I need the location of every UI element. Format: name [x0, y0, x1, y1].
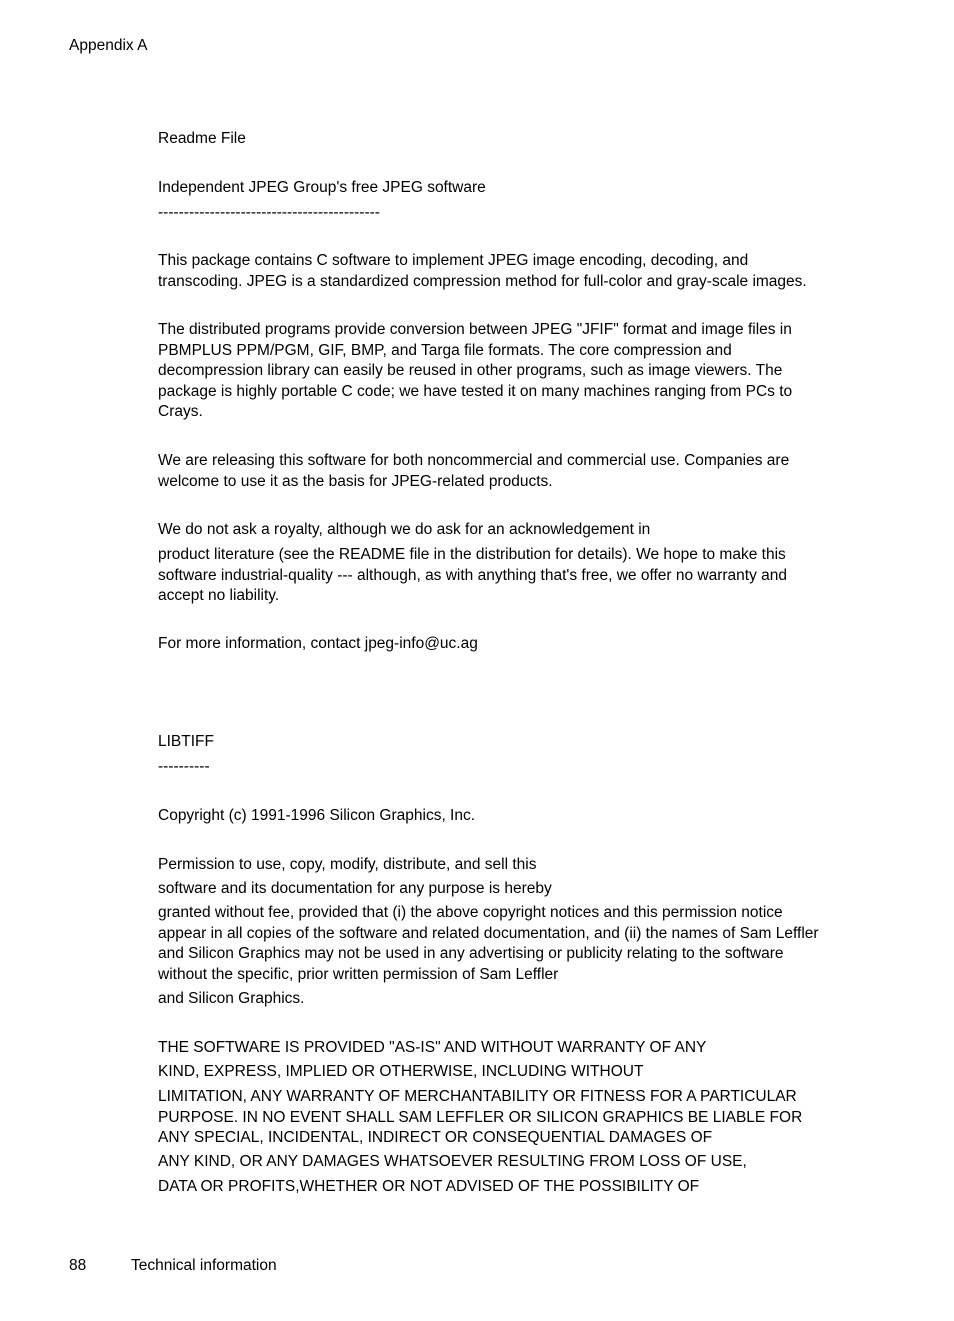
paragraph-line: This package contains C software to implement JPEG image encoding, decoding, and — [158, 252, 749, 269]
warranty-line-1: THE SOFTWARE IS PROVIDED "AS-IS" AND WITHOUT WARRANTY OF ANY — [158, 1039, 707, 1056]
warranty-line-2: KIND, EXPRESS, IMPLIED OR OTHERWISE, INCLUDING WITHOUT — [158, 1063, 644, 1080]
warranty-line-6: ANY KIND, OR ANY DAMAGES WHATSOEVER RESULTING FROM LOSS OF USE, — [158, 1153, 747, 1170]
paragraph-line: We are releasing this software for both noncommercial and commercial use. Companies are — [158, 452, 790, 469]
paragraph-line: product literature (see the README file in the distribution for details). We hope to make this — [158, 546, 786, 563]
permission-paragraph — [158, 903, 858, 985]
libtiff-copyright: Copyright (c) 1991-1996 Silicon Graphics, Inc. — [158, 807, 476, 824]
paragraph-line: The distributed programs provide conversion between JPEG "JFIF" format and image files in — [158, 321, 792, 338]
libtiff-heading-rule: ---------- — [158, 758, 210, 775]
readme-title: Readme File — [158, 130, 246, 147]
permission-last-line: and Silicon Graphics. — [158, 990, 305, 1007]
page-number: 88 — [69, 1257, 87, 1274]
paragraph-line: software industrial-quality --- although, as with anything that's free, we offer no warranty and — [158, 566, 788, 584]
paragraph-line: granted without fee, provided that (i) the above copyright notices and this permission notice — [158, 904, 783, 921]
jpeg-contact: For more information, contact jpeg-info@uc.ag — [158, 635, 478, 652]
jpeg-paragraph-2 — [158, 320, 858, 423]
paragraph-line: without the specific, prior written permission of Sam Leffler — [158, 965, 559, 983]
paragraph-line: appear in all copies of the software and related documentation, and (ii) the names of Sam Leffler — [158, 924, 819, 942]
jpeg-heading-rule: ------------------------------------------- — [158, 204, 380, 221]
paragraph-line: PBMPLUS PPM/PGM, GIF, BMP, and Targa file formats. The core compression and — [158, 341, 732, 359]
paragraph-line: ANY SPECIAL, INCIDENTAL, INDIRECT OR CONSEQUENTIAL DAMAGES OF — [158, 1129, 713, 1147]
footer-chapter-title: Technical information — [131, 1257, 277, 1274]
paragraph-line: and Silicon Graphics may not be used in any advertising or publicity relating to the software — [158, 945, 784, 963]
jpeg-paragraph-1 — [158, 251, 858, 292]
jpeg-paragraph-4-first-line: We do not ask a royalty, although we do ask for an acknowledgement in — [158, 521, 651, 538]
paragraph-line: PURPOSE. IN NO EVENT SHALL SAM LEFFLER OR SILICON GRAPHICS BE LIABLE FOR — [158, 1108, 803, 1126]
paragraph-line: package is highly portable C code; we have tested it on many machines ranging from PCs to — [158, 382, 793, 400]
jpeg-paragraph-4 — [158, 545, 858, 607]
paragraph-line: decompression library can easily be reused in other programs, such as image viewers. The — [158, 362, 783, 380]
paragraph-line: LIMITATION, ANY WARRANTY OF MERCHANTABILITY OR FITNESS FOR A PARTICULAR — [158, 1088, 797, 1105]
warranty-line-7: DATA OR PROFITS,WHETHER OR NOT ADVISED OF THE POSSIBILITY OF — [158, 1178, 700, 1195]
paragraph-line: welcome to use it as the basis for JPEG-related products. — [158, 472, 553, 490]
libtiff-heading: LIBTIFF — [158, 733, 214, 750]
paragraph-line: Crays. — [158, 403, 203, 421]
warranty-paragraph — [158, 1087, 858, 1149]
jpeg-heading: Independent JPEG Group's free JPEG software — [158, 179, 486, 196]
jpeg-paragraph-3 — [158, 451, 858, 492]
permission-line-1: Permission to use, copy, modify, distribute, and sell this — [158, 856, 537, 873]
running-header: Appendix A — [69, 37, 148, 54]
paragraph-line: accept no liability. — [158, 587, 280, 605]
paragraph-line: transcoding. JPEG is a standardized compression method for full-color and gray-scale images. — [158, 272, 807, 290]
permission-line-2: software and its documentation for any purpose is hereby — [158, 880, 552, 897]
